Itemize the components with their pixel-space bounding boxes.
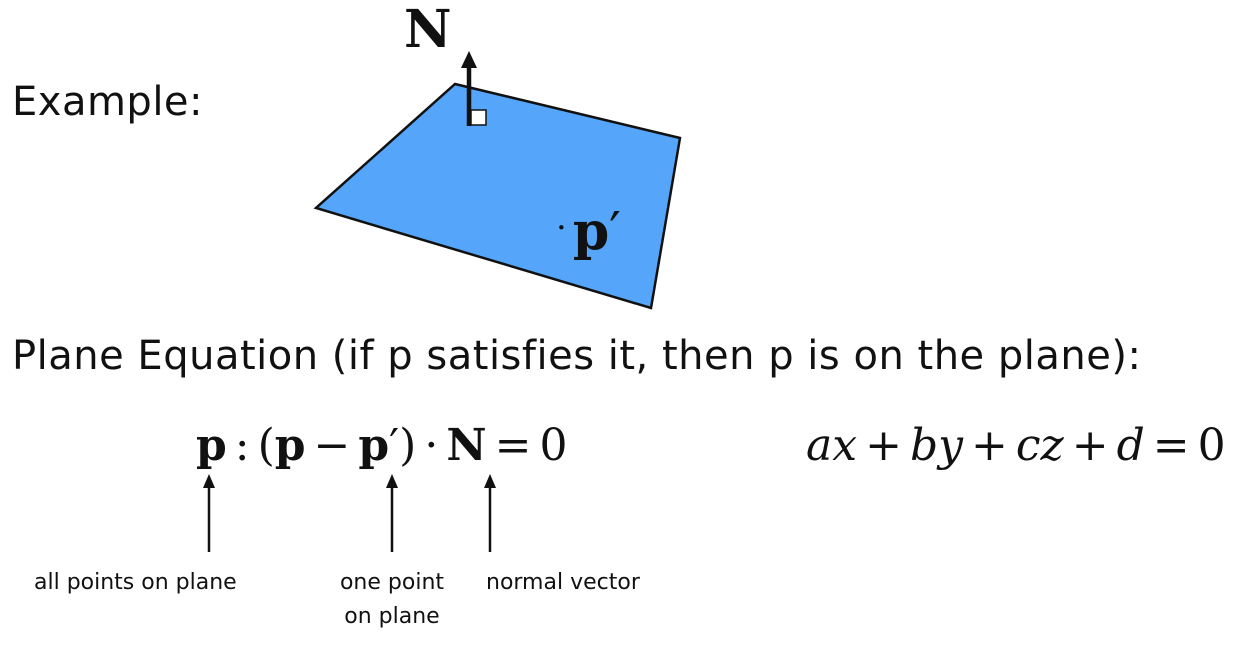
eq-z: z (1040, 420, 1064, 471)
arrow-all-points-head (203, 474, 215, 488)
eq-open-paren: ( (257, 420, 275, 471)
scalar-plane-equation (806, 420, 1226, 471)
eq-d: d (1116, 420, 1145, 471)
eq-dot: · (424, 420, 439, 471)
example-heading: Example: (12, 79, 204, 125)
vector-plane-equation (196, 420, 568, 471)
eq-a: a (806, 420, 833, 471)
eq-scalar-equals: = (1152, 420, 1190, 471)
annotation-arrow-heads (203, 474, 496, 488)
normal-arrow-head (461, 51, 477, 68)
arrow-normal-vector-head (484, 474, 496, 488)
eq-zero: 0 (539, 420, 568, 471)
eq-close-paren: ) (399, 420, 417, 471)
eq-p2: p (274, 420, 306, 471)
eq-plus-1: + (865, 420, 902, 471)
arrow-one-point-head (386, 474, 398, 488)
right-angle-marker (471, 110, 486, 125)
eq-p-prime: p (358, 420, 390, 471)
caption-one-point (334, 566, 450, 634)
eq-prime-mark: ′ (389, 420, 400, 471)
plane-equation-heading: Plane Equation (if p satisfies it, then p is on the plane): (12, 333, 1142, 379)
eq-x: x (832, 420, 858, 471)
eq-c: c (1015, 420, 1041, 471)
plane-shape (316, 84, 680, 308)
eq-minus: − (313, 420, 351, 471)
eq-plus-3: + (1071, 420, 1109, 471)
eq-b: b (909, 420, 939, 471)
eq-colon: : (234, 420, 250, 471)
normal-label: N (404, 0, 452, 60)
point-label-p: p (572, 201, 610, 262)
caption-normal-vector: normal vector (486, 570, 640, 595)
point-label: · p′ (556, 201, 621, 262)
eq-plus-2: + (970, 420, 1008, 471)
annotation-arrows (209, 486, 490, 552)
caption-all-points: all points on plane (34, 570, 237, 595)
eq-N: N (446, 420, 487, 471)
eq-scalar-zero: 0 (1197, 420, 1226, 471)
caption-one-point-line1: one point (339, 570, 445, 595)
eq-p: p (196, 420, 227, 471)
eq-equals: = (494, 420, 532, 471)
eq-y: y (938, 420, 963, 471)
caption-one-point-line2: on plane (344, 604, 440, 629)
point-label-prime: ′ (609, 202, 621, 262)
